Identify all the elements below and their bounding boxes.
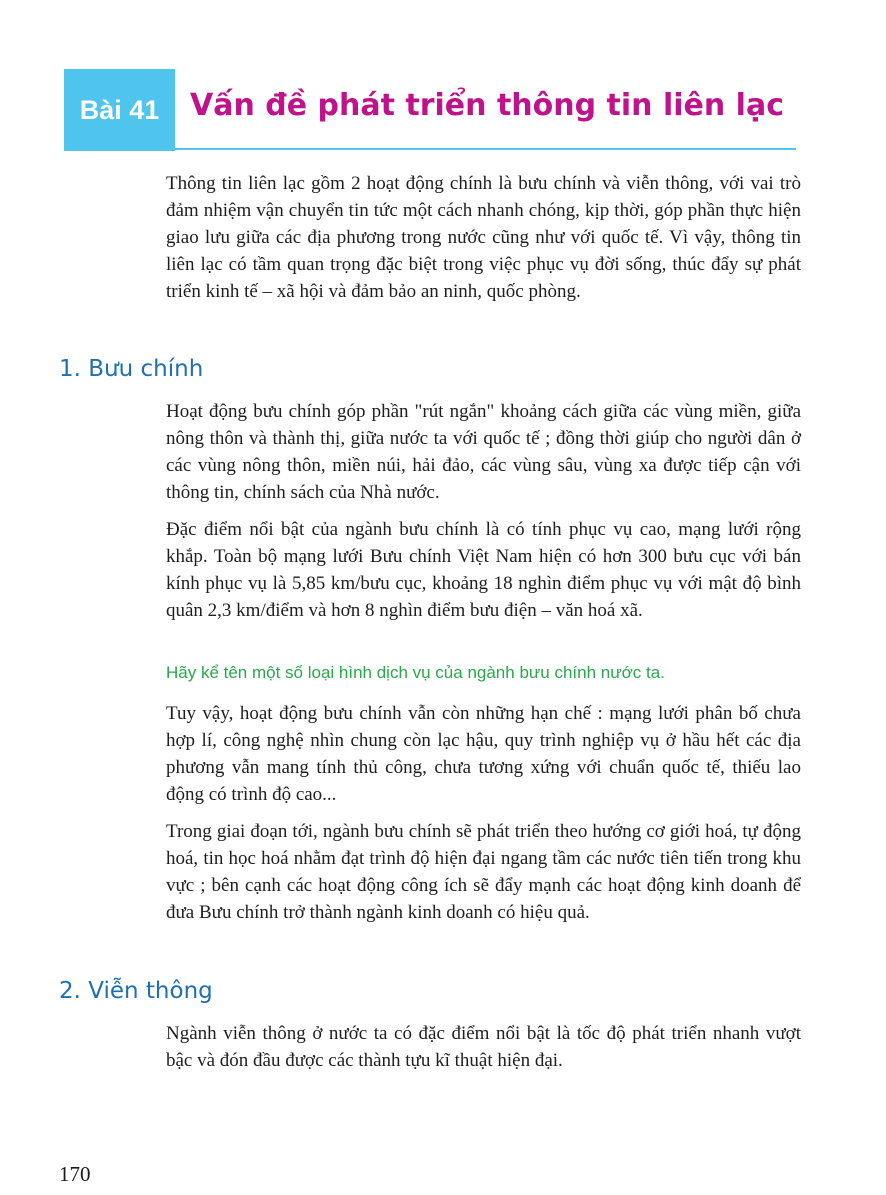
section-heading-telecom: 2. Viễn thông <box>59 978 213 1004</box>
intro-paragraph: Thông tin liên lạc gồm 2 hoạt động chính là bưu chính và viễn thông, với vai trò đảm nhiệm vận chuyển tin tức một cách nhanh chóng, kịp thời, góp phần thực hiện giao lưu giữa các địa phương trong nước cũng như với quốc tế. Vì vậy, thông tin liên lạc có tầm quan trọng đặc biệt trong việc phục vụ đời sống, thúc đẩy sự phát triển kinh tế – xã hội và đảm bảo an ninh, quốc phòng. <box>166 173 801 302</box>
lesson-title: Vấn đề phát triển thông tin liên lạc <box>190 88 784 123</box>
title-underline <box>175 148 796 150</box>
lesson-header <box>64 69 796 151</box>
telecom-paragraph-1: Ngành viễn thông ở nước ta có đặc điểm nổi bật là tốc độ phát triển nhanh vượt bậc và đón đầu được các thành tựu kĩ thuật hiện đại. <box>166 1023 801 1071</box>
postal-paragraph-4: Trong giai đoạn tới, ngành bưu chính sẽ phát triển theo hướng cơ giới hoá, tự động hoá, tin học hoá nhằm đạt trình độ hiện đại ngang tầm các nước tiên tiến trong khu vực ; bên cạnh các hoạt động công ích sẽ đẩy mạnh các hoạt động kinh doanh để đưa Bưu chính trở thành ngành kinh doanh có hiệu quả. <box>166 821 801 923</box>
postal-paragraph-1: Hoạt động bưu chính góp phần "rút ngắn" khoảng cách giữa các vùng miền, giữa nông thôn và thành thị, giữa nước ta với quốc tế ; đồng thời giúp cho người dân ở các vùng nông thôn, miền núi, hải đảo, các vùng sâu, vùng xa được tiếp cận với thông tin, chính sách của Nhà nước. <box>166 401 801 503</box>
postal-paragraph-3: Tuy vậy, hoạt động bưu chính vẫn còn những hạn chế : mạng lưới phân bố chưa hợp lí, công nghệ nhìn chung còn lạc hậu, quy trình nghiệp vụ ở hầu hết các địa phương vẫn mang tính thủ công, chưa tương xứng với chuẩn quốc tế, thiếu lao động có trình độ cao... <box>166 703 801 805</box>
section-heading-postal: 1. Bưu chính <box>59 356 204 382</box>
postal-paragraph-2: Đặc điểm nổi bật của ngành bưu chính là có tính phục vụ cao, mạng lưới rộng khắp. Toàn bộ mạng lưới Bưu chính Việt Nam hiện có hơn 300 bưu cục với bán kính phục vụ là 5,85 km/bưu cục, khoảng 18 nghìn điểm phục vụ với mật độ bình quân 2,3 km/điểm và hơn 8 nghìn điểm bưu điện – văn hoá xã. <box>166 519 801 621</box>
page-number: 170 <box>59 1162 91 1186</box>
lesson-number-badge: Bài 41 <box>64 69 175 151</box>
review-question: Hãy kể tên một số loại hình dịch vụ của ngành bưu chính nước ta. <box>166 663 665 682</box>
